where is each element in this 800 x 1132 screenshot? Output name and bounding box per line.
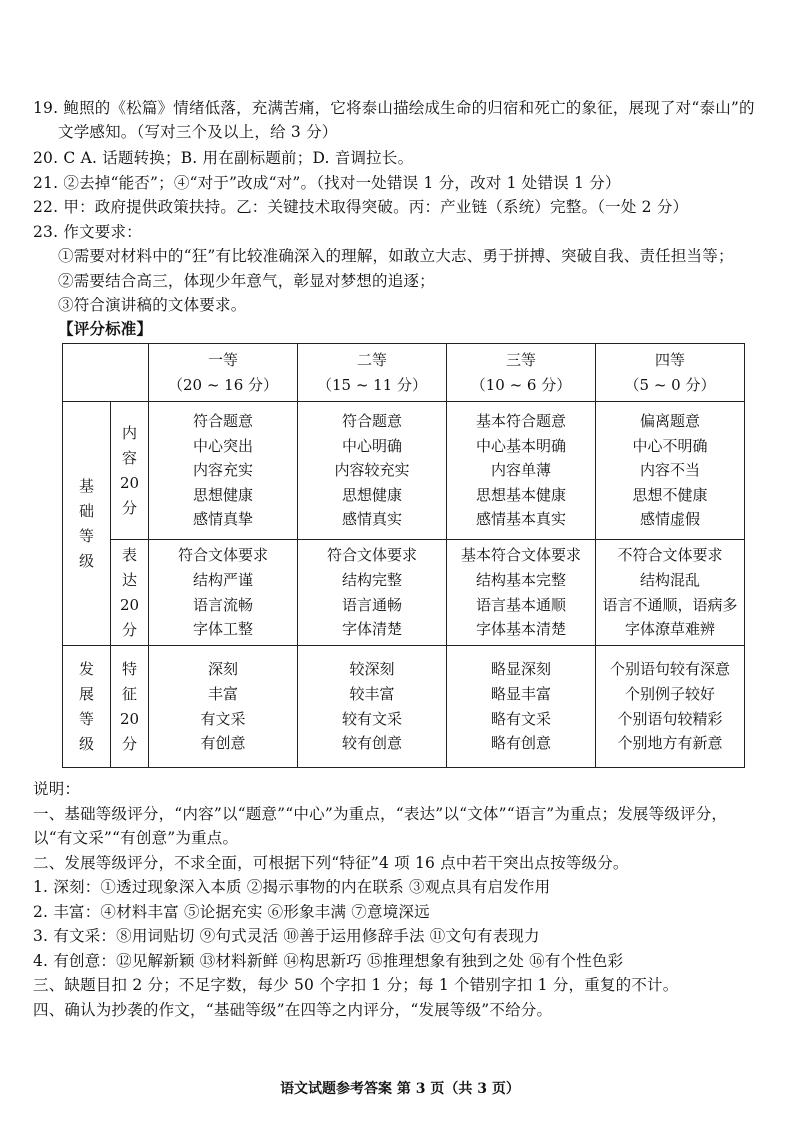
feature-label <box>111 646 149 768</box>
basic-char-4: 级 <box>78 551 94 570</box>
feature-g1-item: 有创意 <box>200 734 246 753</box>
expression-label <box>111 540 149 646</box>
basic-char-3: 等 <box>78 526 94 545</box>
content-g2-item: 内容较充实 <box>334 461 410 480</box>
feature-g2-item: 较有文采 <box>341 709 402 728</box>
rubric-corner-cell <box>63 344 149 402</box>
rubric-heading: 【评分标准】 <box>58 319 153 338</box>
content-g3-item: 中心基本明确 <box>475 436 566 455</box>
basic-char-1: 基 <box>78 476 94 495</box>
expression-g4-item: 不符合文体要求 <box>617 546 723 565</box>
content-grade-1 <box>149 402 298 540</box>
essay-requirement-2: ②需要结合高三，体现少年意气，彰显对梦想的追逐； <box>58 272 435 290</box>
expression-label-3: 20 <box>119 595 140 614</box>
expression-label-2: 达 <box>121 570 137 589</box>
note-1-line1: 一、基础等级评分，“内容”以“题意”“中心”为重点，“表达”以“文体”“语言”为重点；发展等级评分， <box>33 805 728 823</box>
expression-grade-1 <box>149 540 298 646</box>
content-g2-item: 思想健康 <box>341 485 402 504</box>
expression-grade-2 <box>298 540 447 646</box>
dev-char-3: 等 <box>78 709 94 728</box>
feature-g1-item: 深刻 <box>207 660 238 679</box>
feature-g3-item: 略显丰富 <box>490 684 551 703</box>
expression-g2-item: 结构完整 <box>341 570 402 589</box>
feature-grade-1 <box>149 646 298 768</box>
expression-g3-item: 结构基本完整 <box>475 570 566 589</box>
note-2-item-2: 2. 丰富：④材料丰富 ⑤论据充实 ⑥形象丰满 ⑦意境深远 <box>33 903 430 921</box>
expression-g1-item: 语言流畅 <box>192 595 253 614</box>
note-1-line2: 以“有文采”“有创意”为重点。 <box>33 829 239 847</box>
expression-g4-item: 语言不通顺，语病多 <box>602 595 738 614</box>
grade-3-label: 三等 <box>505 350 536 369</box>
grade-2-label: 二等 <box>356 350 387 369</box>
content-g3-item: 基本符合题意 <box>475 412 566 431</box>
content-grade-4 <box>596 402 745 540</box>
content-label-4: 分 <box>121 498 137 517</box>
expression-g1-item: 符合文体要求 <box>177 546 268 565</box>
content-g2-item: 中心明确 <box>341 436 402 455</box>
dev-char-2: 展 <box>78 684 94 703</box>
expression-g1-item: 结构严谨 <box>192 570 253 589</box>
answer-22: 22. 甲：政府提供政策扶持。乙：关键技术取得突破。丙：产业链（系统）完整。（一处 2 分） <box>33 198 689 216</box>
note-3: 三、缺题目扣 2 分；不足字数，每少 50 个字扣 1 分；每 1 个错别字扣 1 分，重复的不计。 <box>33 976 679 994</box>
grade-2-range: （15 ~ 11 分） <box>316 375 428 394</box>
content-g4-item: 思想不健康 <box>632 485 708 504</box>
expression-g3-item: 基本符合文体要求 <box>460 546 581 565</box>
expression-g1-item: 字体工整 <box>192 620 253 639</box>
feature-g2-item: 较深刻 <box>349 660 395 679</box>
expression-grade-3 <box>447 540 596 646</box>
feature-g1-item: 有文采 <box>200 709 246 728</box>
feature-label-3: 20 <box>119 709 140 728</box>
content-g4-item: 感情虚假 <box>639 510 700 529</box>
expression-g2-item: 字体清楚 <box>341 620 402 639</box>
expression-g3-item: 字体基本清楚 <box>475 620 566 639</box>
rubric-header-grade-4 <box>596 344 745 402</box>
feature-label-1: 特 <box>121 659 137 678</box>
basic-level-group <box>63 402 111 646</box>
essay-requirement-3: ③符合演讲稿的文体要求。 <box>58 296 247 314</box>
content-label <box>111 402 149 540</box>
note-2: 二、发展等级评分，不求全面，可根据下列“特征”4 项 16 点中若干突出点按等级分。 <box>33 854 629 872</box>
expression-g3-item: 语言基本通顺 <box>475 595 566 614</box>
content-g3-item: 感情基本真实 <box>475 510 566 529</box>
content-grade-3 <box>447 402 596 540</box>
feature-grade-4 <box>596 646 745 768</box>
essay-requirement-1: ①需要对材料中的“狂”有比较准确深入的理解，如敢立大志、勇于拼搏、突破自我、责任担当等； <box>58 247 734 265</box>
rubric-header-grade-2 <box>298 344 447 402</box>
rubric-content-row <box>63 402 745 540</box>
dev-char-4: 级 <box>78 734 94 753</box>
expression-g2-item: 语言通畅 <box>341 595 402 614</box>
content-g4-item: 内容不当 <box>639 461 700 480</box>
expression-g4-item: 字体潦草难辨 <box>624 620 715 639</box>
content-grade-2 <box>298 402 447 540</box>
feature-g2-item: 较有创意 <box>341 734 402 753</box>
content-g1-item: 思想健康 <box>192 485 253 504</box>
grade-4-range: （5 ~ 0 分） <box>624 375 716 394</box>
answer-21: 21. ②去掉“能否”；④“对于”改成“对”。（找对一处错误 1 分，改对 1 处错误 1 分） <box>33 174 621 192</box>
feature-g4-item: 个别语句较精彩 <box>617 709 723 728</box>
feature-g2-item: 较丰富 <box>349 684 395 703</box>
feature-g4-item: 个别语句较有深意 <box>609 660 730 679</box>
content-g3-item: 思想基本健康 <box>475 485 566 504</box>
content-g1-item: 中心突出 <box>192 436 253 455</box>
rubric-header-grade-1 <box>149 344 298 402</box>
note-2-item-4: 4. 有创意：⑫见解新颖 ⑬材料新鲜 ⑭构思新巧 ⑮推理想象有独到之处 ⑯有个性色彩 <box>33 952 624 970</box>
content-g1-item: 符合题意 <box>192 412 253 431</box>
content-label-3: 20 <box>119 473 140 492</box>
answer-19-line2: 文学感知。（写对三个及以上，给 3 分） <box>58 123 338 141</box>
content-label-2: 容 <box>121 448 137 467</box>
expression-g4-item: 结构混乱 <box>639 570 700 589</box>
expression-g2-item: 符合文体要求 <box>326 546 417 565</box>
content-g3-item: 内容单薄 <box>490 461 551 480</box>
feature-g3-item: 略有文采 <box>490 709 551 728</box>
content-g2-item: 符合题意 <box>341 412 402 431</box>
note-4: 四、确认为抄袭的作文，“基础等级”在四等之内评分，“发展等级”不给分。 <box>33 1001 553 1019</box>
rubric-expression-row <box>63 540 745 646</box>
feature-g4-item: 个别地方有新意 <box>617 734 723 753</box>
dev-char-1: 发 <box>78 659 94 678</box>
feature-grade-2 <box>298 646 447 768</box>
feature-label-4: 分 <box>121 734 137 753</box>
development-level-group <box>63 646 111 768</box>
content-g1-item: 感情真挚 <box>192 510 253 529</box>
content-g4-item: 中心不明确 <box>632 436 708 455</box>
rubric-table <box>62 343 745 768</box>
basic-char-2: 础 <box>78 501 94 520</box>
page-footer: 语文试题参考答案 第 3 页（共 3 页） <box>280 1081 520 1097</box>
answer-19-line1: 19. 鲍照的《松篇》情绪低落，充满苦痛，它将泰山描绘成生命的归宿和死亡的象征，展现了对“泰山”的 <box>33 99 755 117</box>
grade-1-label: 一等 <box>207 350 238 369</box>
feature-g3-item: 略有创意 <box>490 734 551 753</box>
rubric-feature-row <box>63 646 745 768</box>
feature-g4-item: 个别例子较好 <box>624 684 715 703</box>
feature-g1-item: 丰富 <box>207 684 238 703</box>
content-g4-item: 偏离题意 <box>639 412 700 431</box>
feature-label-2: 征 <box>121 684 137 703</box>
expression-label-4: 分 <box>121 620 137 639</box>
note-2-item-1: 1. 深刻：①透过现象深入本质 ②揭示事物的内在联系 ③观点具有启发作用 <box>33 878 551 896</box>
expression-grade-4 <box>596 540 745 646</box>
rubric-header-grade-3 <box>447 344 596 402</box>
rubric-header-row <box>63 344 745 402</box>
answer-20: 20. C A. 话题转换；B. 用在副标题前；D. 音调拉长。 <box>33 149 414 167</box>
feature-g3-item: 略显深刻 <box>490 660 551 679</box>
grade-4-label: 四等 <box>654 350 685 369</box>
notes-heading: 说明： <box>33 780 81 798</box>
content-g2-item: 感情真实 <box>341 510 402 529</box>
grade-3-range: （10 ~ 6 分） <box>470 375 572 394</box>
content-label-1: 内 <box>121 423 137 442</box>
answer-23-heading: 23. 作文要求： <box>33 223 142 241</box>
feature-grade-3 <box>447 646 596 768</box>
grade-1-range: （20 ~ 16 分） <box>167 375 279 394</box>
expression-label-1: 表 <box>121 545 137 564</box>
content-g1-item: 内容充实 <box>192 461 253 480</box>
note-2-item-3: 3. 有文采：⑧用词贴切 ⑨句式灵活 ⑩善于运用修辞手法 ⑪文句有表现力 <box>33 927 540 945</box>
